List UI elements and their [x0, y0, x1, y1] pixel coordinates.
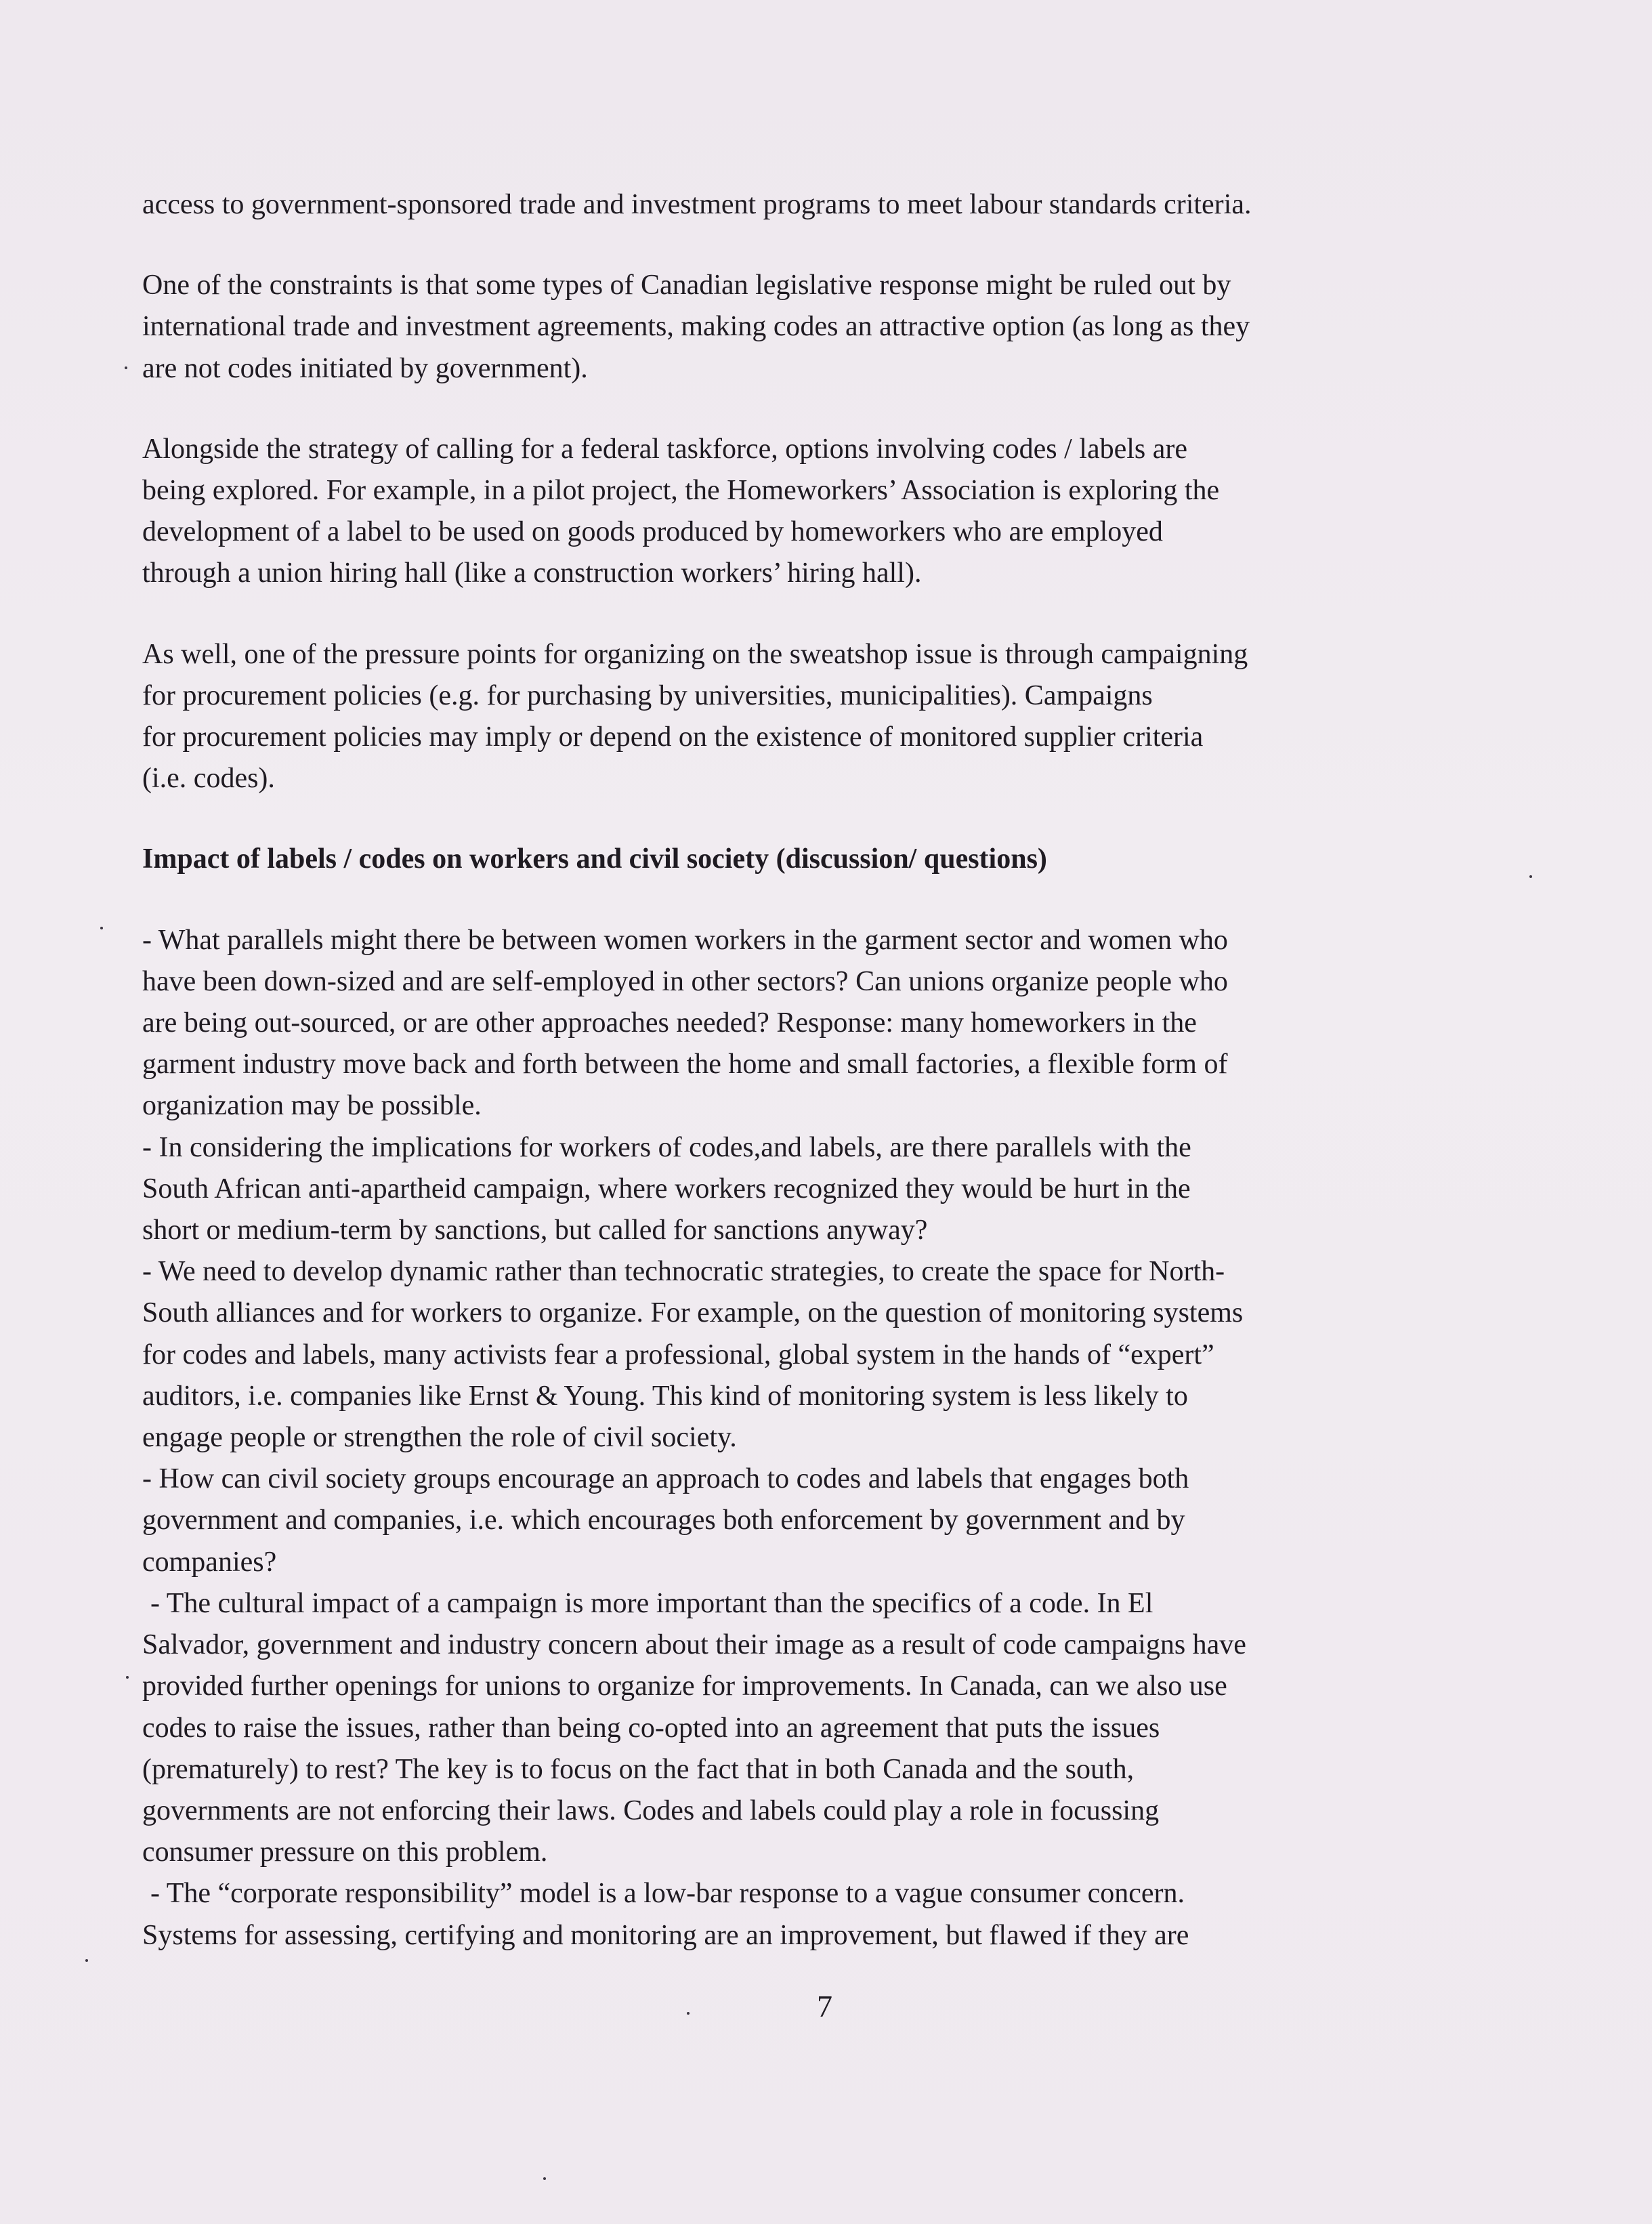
text-line: - In considering the implications for workers of codes,and labels, are there parallels with the [142, 1131, 1191, 1163]
text-line: Systems for assessing, certifying and monitoring are an improvement, but flawed if they are [142, 1919, 1189, 1951]
text-line: South alliances and for workers to organize. For example, on the question of monitoring systems [142, 1297, 1244, 1329]
text-line: government and companies, i.e. which encourages both enforcement by government and by [142, 1505, 1185, 1536]
text-line: short or medium-term by sanctions, but called for sanctions anyway? [142, 1215, 928, 1246]
text-line: international trade and investment agreements, making codes an attractive option (as long as they [142, 311, 1250, 343]
text-line: for codes and labels, many activists fear a professional, global system in the hands of “expert” [142, 1339, 1214, 1370]
text-line: codes to raise the issues, rather than being co-opted into an agreement that puts the issues [142, 1712, 1160, 1744]
text-line: One of the constraints is that some types of Canadian legislative response might be ruled out by [142, 270, 1231, 301]
section-heading: Impact of labels / codes on workers and civil society (discussion/ questions) [142, 843, 1047, 875]
discussion-point-civil-society [142, 1459, 1504, 1583]
text-line: - What parallels might there be between women workers in the garment sector and women who [142, 924, 1228, 956]
scan-speck [687, 2012, 690, 2015]
text-line: engage people or strengthen the role of civil society. [142, 1422, 737, 1454]
text-line: consumer pressure on this problem. [142, 1837, 548, 1868]
text-line: - The cultural impact of a campaign is more important than the specifics of a code. In El [150, 1587, 1153, 1619]
text-line: companies? [142, 1546, 277, 1578]
discussion-point-corporate-responsibility [142, 1873, 1504, 1956]
text-line: provided further openings for unions to organize for improvements. In Canada, can we also use [142, 1671, 1227, 1702]
text-line: As well, one of the pressure points for organizing on the sweatshop issue is through campaigning [142, 638, 1248, 670]
paragraph-constraints [142, 265, 1504, 390]
text-line: - How can civil society groups encourage an approach to codes and labels that engages both [142, 1463, 1189, 1495]
text-line: - We need to develop dynamic rather than technocratic strategies, to create the space for North- [142, 1256, 1225, 1288]
paragraph-taskforce [142, 429, 1504, 595]
text-line: auditors, i.e. companies like Ernst & Young. This kind of monitoring system is less likely to [142, 1380, 1188, 1412]
text-line: being explored. For example, in a pilot project, the Homeworkers’ Association is exploring the [142, 475, 1220, 507]
text-line: are not codes initiated by government). [142, 352, 588, 384]
text-line: governments are not enforcing their laws. Codes and labels could play a role in focussing [142, 1795, 1160, 1826]
text-line: Salvador, government and industry concern about their image as a result of code campaigns have [142, 1629, 1246, 1661]
paragraph-intro-continuation [142, 184, 1504, 226]
text-line: (prematurely) to rest? The key is to focus on the fact that in both Canada and the south, [142, 1753, 1135, 1785]
text-line: through a union hiring hall (like a construction workers’ hiring hall). [142, 558, 922, 589]
text-line: organization may be possible. [142, 1090, 482, 1122]
text-line: for procurement policies (e.g. for purchasing by universities, municipalities). Campaigns [142, 679, 1153, 711]
scan-speck [100, 927, 103, 929]
text-line: for procurement policies may imply or depend on the existence of monitored supplier criteria [142, 721, 1204, 753]
text-line: are being out-sourced, or are other approaches needed? Response: many homeworkers in the [142, 1007, 1197, 1039]
discussion-point-strategies [142, 1251, 1504, 1459]
discussion-point-apartheid [142, 1127, 1504, 1252]
scan-speck [126, 1676, 129, 1679]
page-number: 7 [817, 1989, 832, 2023]
scan-speck [1529, 875, 1532, 878]
discussion-point-parallels [142, 920, 1504, 1127]
text-line: access to government-sponsored trade and investment programs to meet labour standards criteria. [142, 189, 1252, 220]
text-line: have been down-sized and are self-employed in other sectors? Can unions organize people who [142, 965, 1228, 997]
text-line: (i.e. codes). [142, 763, 275, 795]
text-line: South African anti-apartheid campaign, where workers recognized they would be hurt in the [142, 1173, 1191, 1204]
scan-speck [125, 366, 127, 369]
scan-speck [85, 1959, 88, 1962]
text-line: development of a label to be used on goods produced by homeworkers who are employed [142, 516, 1163, 548]
discussion-point-cultural-impact [142, 1583, 1504, 1873]
text-line: garment industry move back and forth between the home and small factories, a flexible form of [142, 1049, 1228, 1080]
paragraph-procurement [142, 634, 1504, 800]
text-line: Alongside the strategy of calling for a federal taskforce, options involving codes / labels are [142, 433, 1188, 465]
body-text [142, 184, 1504, 1956]
scan-speck [543, 2177, 546, 2180]
text-line: - The “corporate responsibility” model is a low-bar response to a vague consumer concern. [150, 1878, 1185, 1910]
